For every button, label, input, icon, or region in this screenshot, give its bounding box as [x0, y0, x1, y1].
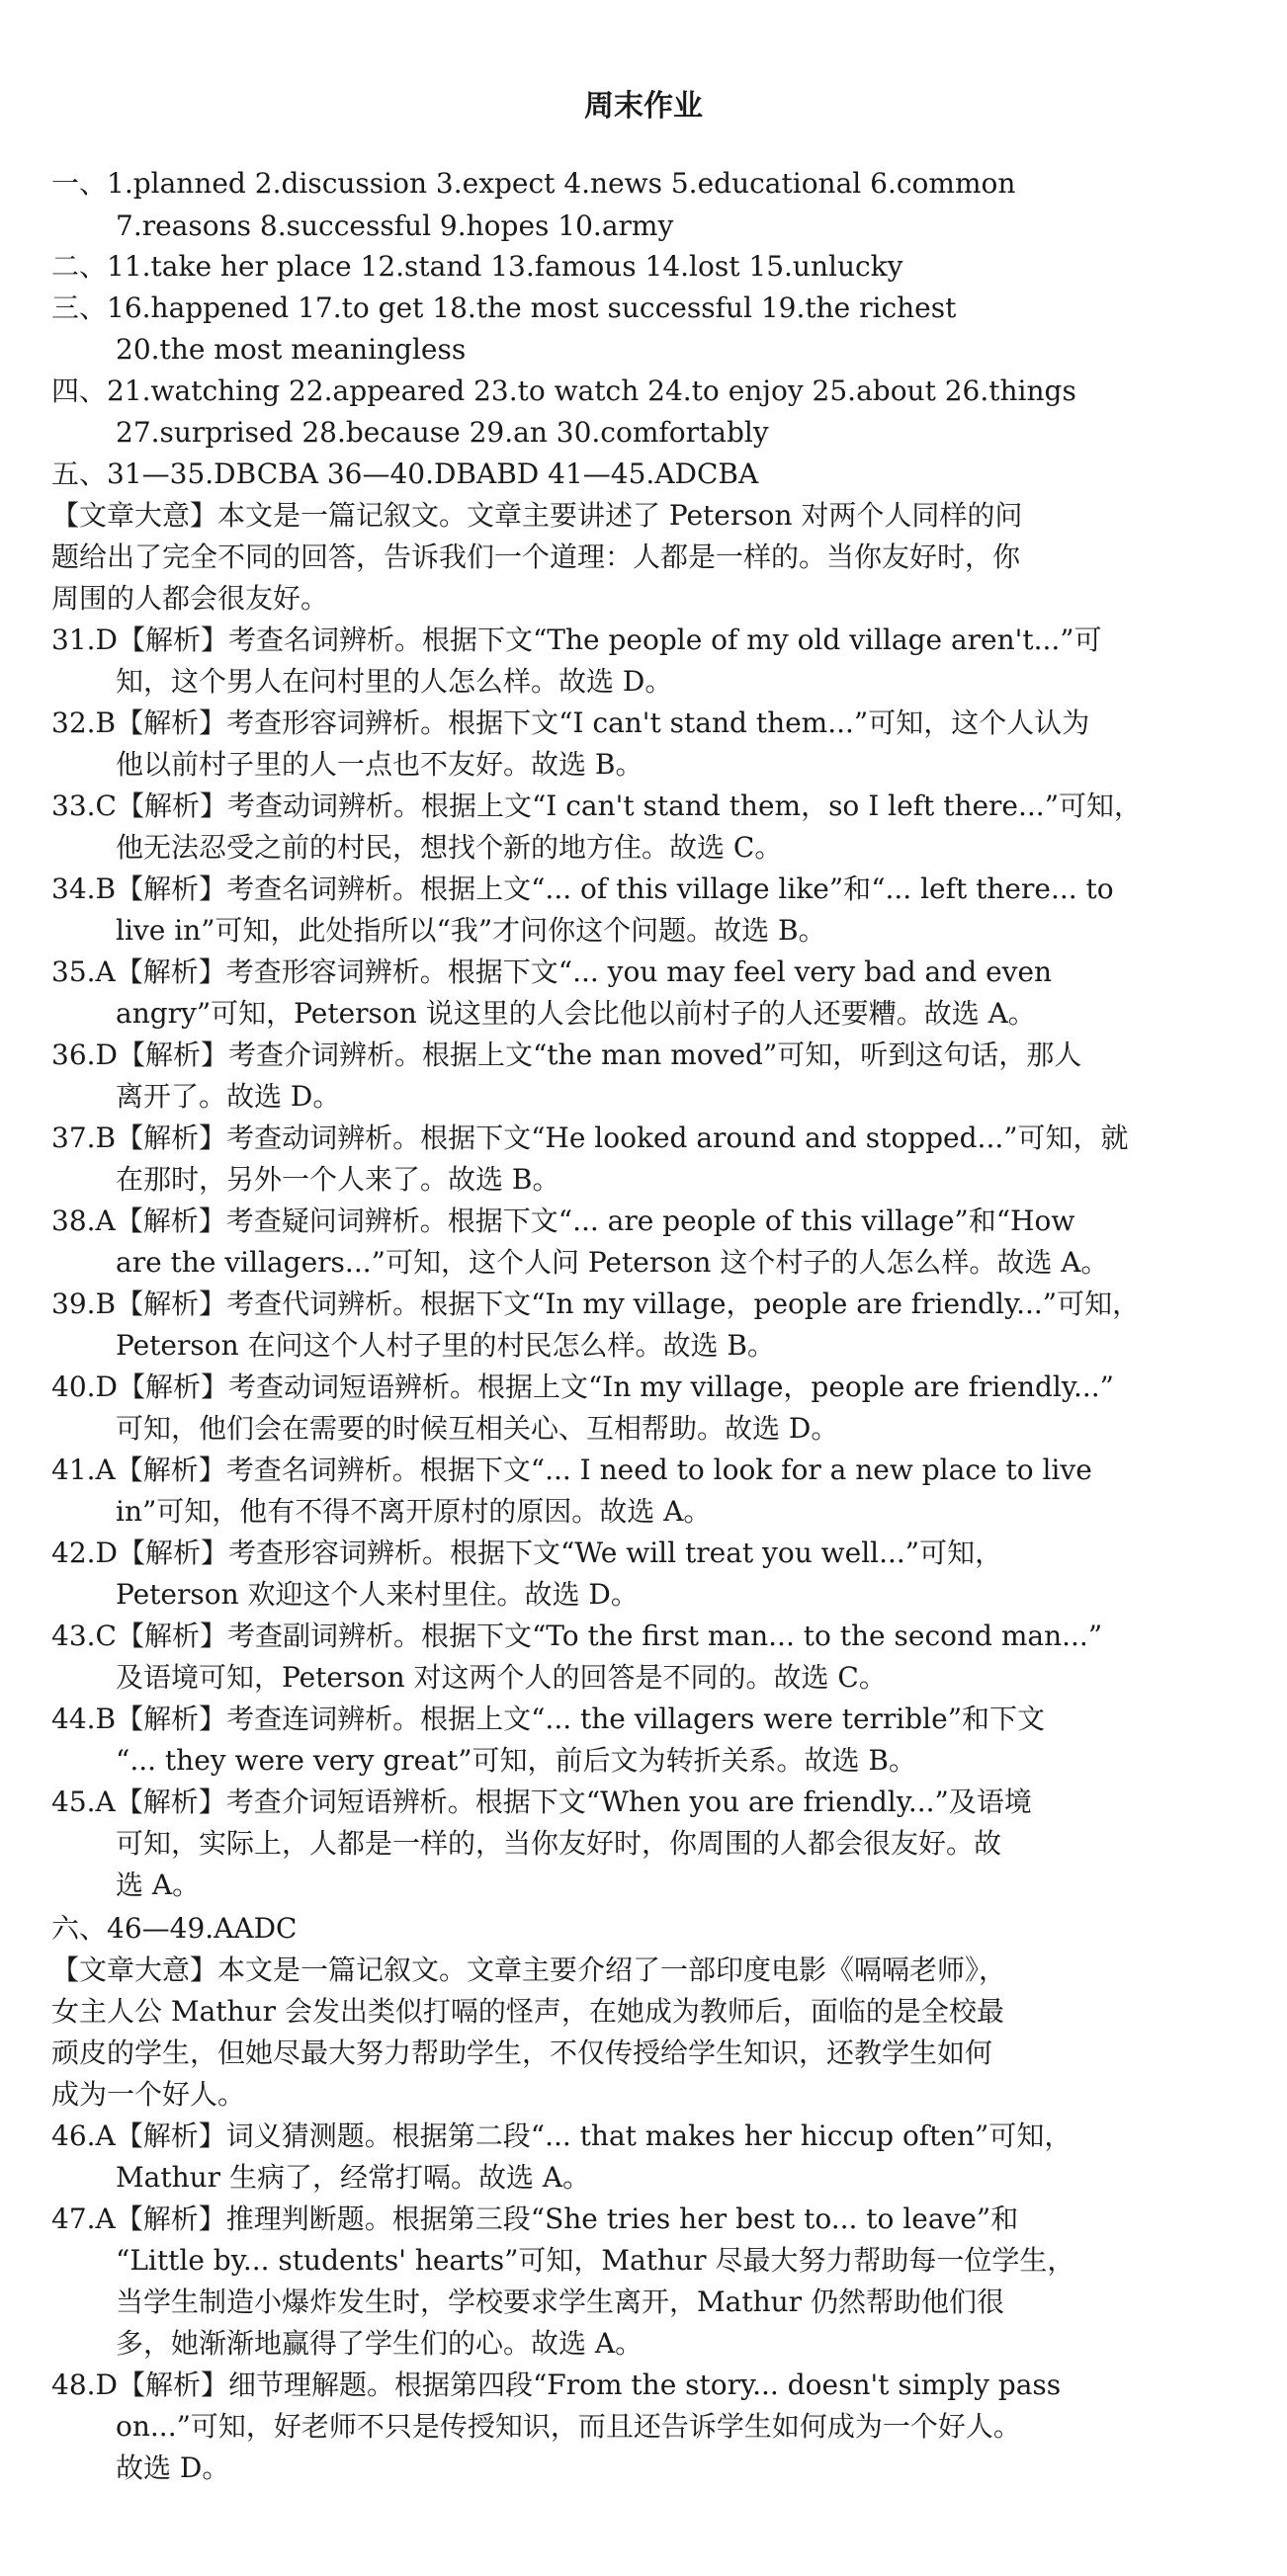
- explanation-line: 46.A【解析】词义猜测题。根据第二段“... that makes her hiccup often”可知，: [51, 2119, 1072, 2152]
- explanation-line: 在那时，另外一个人来了。故选 B。: [116, 1163, 560, 1196]
- explanation-line: 43.C【解析】考查副词辨析。根据下文“To the first man... to the second man...”: [51, 1620, 1103, 1652]
- explanation-line: 32.B【解析】考查形容词辨析。根据下文“I can't stand them...”可知，这个人认为: [51, 706, 1090, 739]
- explanation-line: 选 A。: [116, 1869, 201, 1901]
- answer-line: 三、16.happened 17.to get 18.the most successful 19.the richest: [51, 291, 957, 324]
- explanation-line: 多，她渐渐地赢得了学生们的心。故选 A。: [116, 2327, 644, 2360]
- explanation-line: angry”可知，Peterson 说这里的人会比他以前村子的人还要糟。故选 A。: [116, 997, 1036, 1030]
- explanation-line: 42.D【解析】考查形容词辨析。根据下文“We will treat you well...”可知，: [51, 1537, 1003, 1569]
- explanation-line: 故选 D。: [116, 2451, 230, 2484]
- explanation-line: 可知，实际上，人都是一样的，当你友好时，你周围的人都会很友好。故: [116, 1827, 1002, 1860]
- explanation-line: 37.B【解析】考查动词辨析。根据下文“He looked around and stopped...”可知，就: [51, 1122, 1129, 1154]
- explanation-line: on...”可知，好老师不只是传授知识，而且还告诉学生如何成为一个好人。: [116, 2410, 1021, 2443]
- summary-line: 【文章大意】本文是一篇记叙文。文章主要介绍了一部印度电影《嗝嗝老师》，: [51, 1953, 1007, 1986]
- summary-line: 周围的人都会很友好。: [51, 582, 329, 615]
- explanation-line: “Little by... students' hearts”可知，Mathur 尽最大努力帮助每一位学生，: [116, 2244, 1075, 2277]
- explanation-line: 41.A【解析】考查名词辨析。根据下文“... I need to look for a new place to live: [51, 1454, 1092, 1486]
- explanation-line: 38.A【解析】考查疑问词辨析。根据下文“... are people of this village”和“How: [51, 1205, 1075, 1237]
- answer-line: 四、21.watching 22.appeared 23.to watch 24.to enjoy 25.about 26.things: [51, 374, 1076, 407]
- explanation-line: 36.D【解析】考查介词辨析。根据上文“the man moved”可知，听到这句话，那人: [51, 1039, 1082, 1071]
- summary-line: 题给出了完全不同的回答，告诉我们一个道理：人都是一样的。当你友好时，你: [51, 540, 1021, 573]
- explanation-line: Peterson 欢迎这个人来村里住。故选 D。: [116, 1578, 639, 1611]
- summary-line: 成为一个好人。: [51, 2078, 246, 2111]
- summary-line: 女主人公 Mathur 会发出类似打嗝的怪声，在她成为教师后，面临的是全校最: [51, 1995, 1004, 2028]
- explanation-line: 48.D【解析】细节理解题。根据第四段“From the story... doesn't simply pass: [51, 2368, 1062, 2401]
- explanation-line: 45.A【解析】考查介词短语辨析。根据下文“When you are friendly...”及语境: [51, 1786, 1032, 1818]
- explanation-line: 47.A【解析】推理判断题。根据第三段“She tries her best to... to leave”和: [51, 2202, 1019, 2235]
- answer-line: 27.surprised 28.because 29.an 30.comfortably: [116, 416, 769, 449]
- page-title: 周末作业: [584, 89, 703, 124]
- explanation-line: 33.C【解析】考查动词辨析。根据上文“I can't stand them，so I left there...”可知，: [51, 789, 1143, 822]
- explanation-line: 可知，他们会在需要的时候互相关心、互相帮助。故选 D。: [116, 1412, 839, 1445]
- explanation-line: in”可知，他有不得不离开原村的原因。故选 A。: [116, 1495, 712, 1528]
- answer-line: 六、46—49.AADC: [51, 1912, 298, 1945]
- explanation-line: 他无法忍受之前的村民，想找个新的地方住。故选 C。: [116, 831, 783, 864]
- explanation-line: 34.B【解析】考查名词辨析。根据上文“... of this village like”和“... left there... to: [51, 873, 1114, 905]
- answer-line: 7.reasons 8.successful 9.hopes 10.army: [116, 209, 674, 242]
- summary-line: 顽皮的学生，但她尽最大努力帮助学生，不仅传授给学生知识，还教学生如何: [51, 2036, 993, 2069]
- explanation-line: Peterson 在问这个人村子里的村民怎么样。故选 B。: [116, 1329, 775, 1362]
- explanation-line: 及语境可知，Peterson 对这两个人的回答是不同的。故选 C。: [116, 1661, 887, 1694]
- explanation-line: 他以前村子里的人一点也不友好。故选 B。: [116, 748, 644, 781]
- explanation-line: 39.B【解析】考查代词辨析。根据下文“In my village，people are friendly...”可知，: [51, 1288, 1141, 1320]
- explanation-line: “... they were very great”可知，前后文为转折关系。故选 B。: [116, 1744, 916, 1777]
- explanation-line: 40.D【解析】考查动词短语辨析。根据上文“In my village，people are friendly...”: [51, 1371, 1114, 1403]
- explanation-line: 知，这个男人在问村里的人怎么样。故选 D。: [116, 665, 673, 698]
- answer-line: 二、11.take her place 12.stand 13.famous 14.lost 15.unlucky: [51, 250, 903, 283]
- explanation-line: 35.A【解析】考查形容词辨析。根据下文“... you may feel very bad and even: [51, 956, 1053, 988]
- explanation-line: 31.D【解析】考查名词辨析。根据下文“The people of my old village aren't...”可: [51, 623, 1102, 656]
- answer-line: 一、1.planned 2.discussion 3.expect 4.news 5.educational 6.common: [51, 167, 1016, 200]
- summary-line: 【文章大意】本文是一篇记叙文。文章主要讲述了 Peterson 对两个人同样的问: [51, 499, 1023, 532]
- explanation-line: 离开了。故选 D。: [116, 1080, 341, 1113]
- explanation-line: 44.B【解析】考查连词辨析。根据上文“... the villagers were terrible”和下文: [51, 1703, 1046, 1735]
- explanation-line: 当学生制造小爆炸发生时，学校要求学生离开，Mathur 仍然帮助他们很: [116, 2285, 1004, 2318]
- explanation-line: live in”可知，此处指所以“我”才问你这个问题。故选 B。: [116, 914, 826, 947]
- answer-line: 20.the most meaningless: [116, 333, 467, 366]
- explanation-line: Mathur 生病了，经常打嗝。故选 A。: [116, 2161, 591, 2194]
- answer-line: 五、31—35.DBCBA 36—40.DBABD 41—45.ADCBA: [51, 457, 759, 490]
- explanation-line: are the villagers...”可知，这个人问 Peterson 这个村子的人怎么样。故选 A。: [116, 1246, 1109, 1279]
